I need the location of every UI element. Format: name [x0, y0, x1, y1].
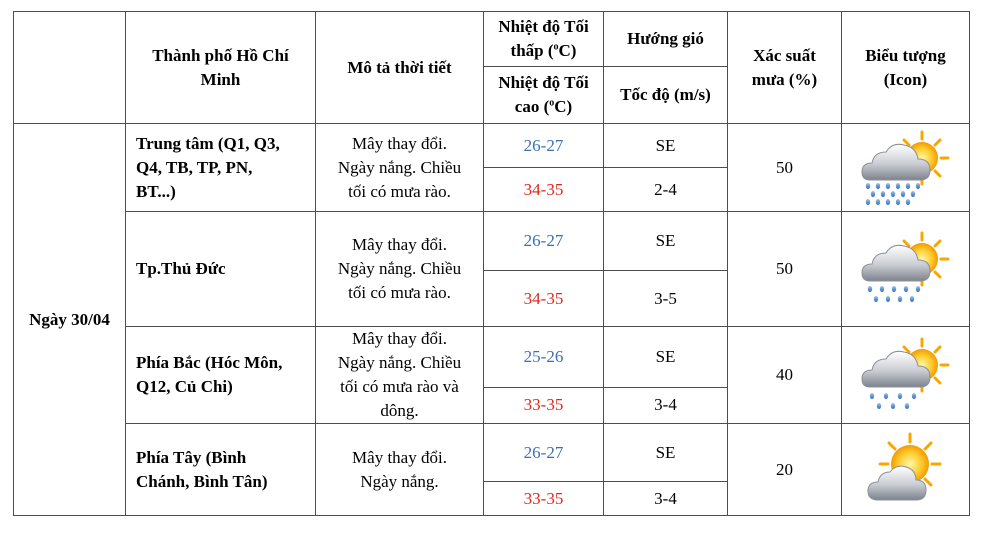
rain-probability-cell: 20 — [728, 424, 842, 516]
temp-min-cell: 25-26 — [484, 327, 604, 388]
header-temp-min: Nhiệt độ Tối thấp ($^o$C) — [484, 12, 604, 67]
description-cell: Mây thay đổi. Ngày nắng. — [316, 424, 484, 516]
header-rain-probability: Xác suất mưa (%) — [728, 12, 842, 124]
cloud-sun-rain-icon — [858, 128, 954, 208]
forecast-table — [13, 11, 970, 516]
weather-icon-cell — [842, 424, 970, 516]
description-cell: Mây thay đổi. Ngày nắng. Chiều tối có mưa rào và dông. — [316, 327, 484, 424]
area-cell: Tp.Thủ Đức — [126, 212, 316, 327]
temp-max-cell: 33-35 — [484, 482, 604, 516]
header-wind-direction: Hướng gió — [604, 12, 728, 67]
description-cell: Mây thay đổi. Ngày nắng. Chiều tối có mưa rào. — [316, 124, 484, 212]
rain-probability-cell: 50 — [728, 212, 842, 327]
corner-cell — [14, 12, 126, 124]
cloud-sun-rain-icon — [858, 229, 954, 309]
day-cell: Ngày 30/04 — [14, 124, 126, 516]
temp-max-cell: 34-35 — [484, 168, 604, 212]
weather-icon-cell — [842, 212, 970, 327]
header-wind-speed: Tốc độ (m/s) — [604, 67, 728, 124]
weather-icon-cell — [842, 327, 970, 424]
area-cell: Phía Tây (Bình Chánh, Bình Tân) — [126, 424, 316, 516]
rain-probability-cell: 40 — [728, 327, 842, 424]
temp-min-cell: 26-27 — [484, 424, 604, 482]
temp-min-cell: 26-27 — [484, 124, 604, 168]
wind-direction-cell: SE — [604, 124, 728, 168]
temp-max-cell: 33-35 — [484, 387, 604, 423]
wind-speed-cell: 3-4 — [604, 482, 728, 516]
sun-cloud-icon — [858, 430, 954, 510]
wind-direction-cell: SE — [604, 424, 728, 482]
wind-speed-cell: 3-4 — [604, 387, 728, 423]
description-cell: Mây thay đổi. Ngày nắng. Chiều tối có mưa rào. — [316, 212, 484, 327]
weather-icon-cell — [842, 124, 970, 212]
header-icon: Biểu tượng (Icon) — [842, 12, 970, 124]
cloud-sun-rain-icon — [858, 335, 954, 415]
wind-direction-cell: SE — [604, 212, 728, 271]
area-cell: Phía Bắc (Hóc Môn, Q12, Củ Chi) — [126, 327, 316, 424]
area-cell: Trung tâm (Q1, Q3, Q4, TB, TP, PN, BT...) — [126, 124, 316, 212]
wind-speed-cell: 2-4 — [604, 168, 728, 212]
wind-direction-cell: SE — [604, 327, 728, 388]
header-temp-max: Nhiệt độ Tối cao ($^o$C) — [484, 67, 604, 124]
header-city: Thành phố Hồ Chí Minh — [126, 12, 316, 124]
wind-speed-cell: 3-5 — [604, 271, 728, 327]
header-description: Mô tả thời tiết — [316, 12, 484, 124]
rain-probability-cell: 50 — [728, 124, 842, 212]
temp-min-cell: 26-27 — [484, 212, 604, 271]
temp-max-cell: 34-35 — [484, 271, 604, 327]
